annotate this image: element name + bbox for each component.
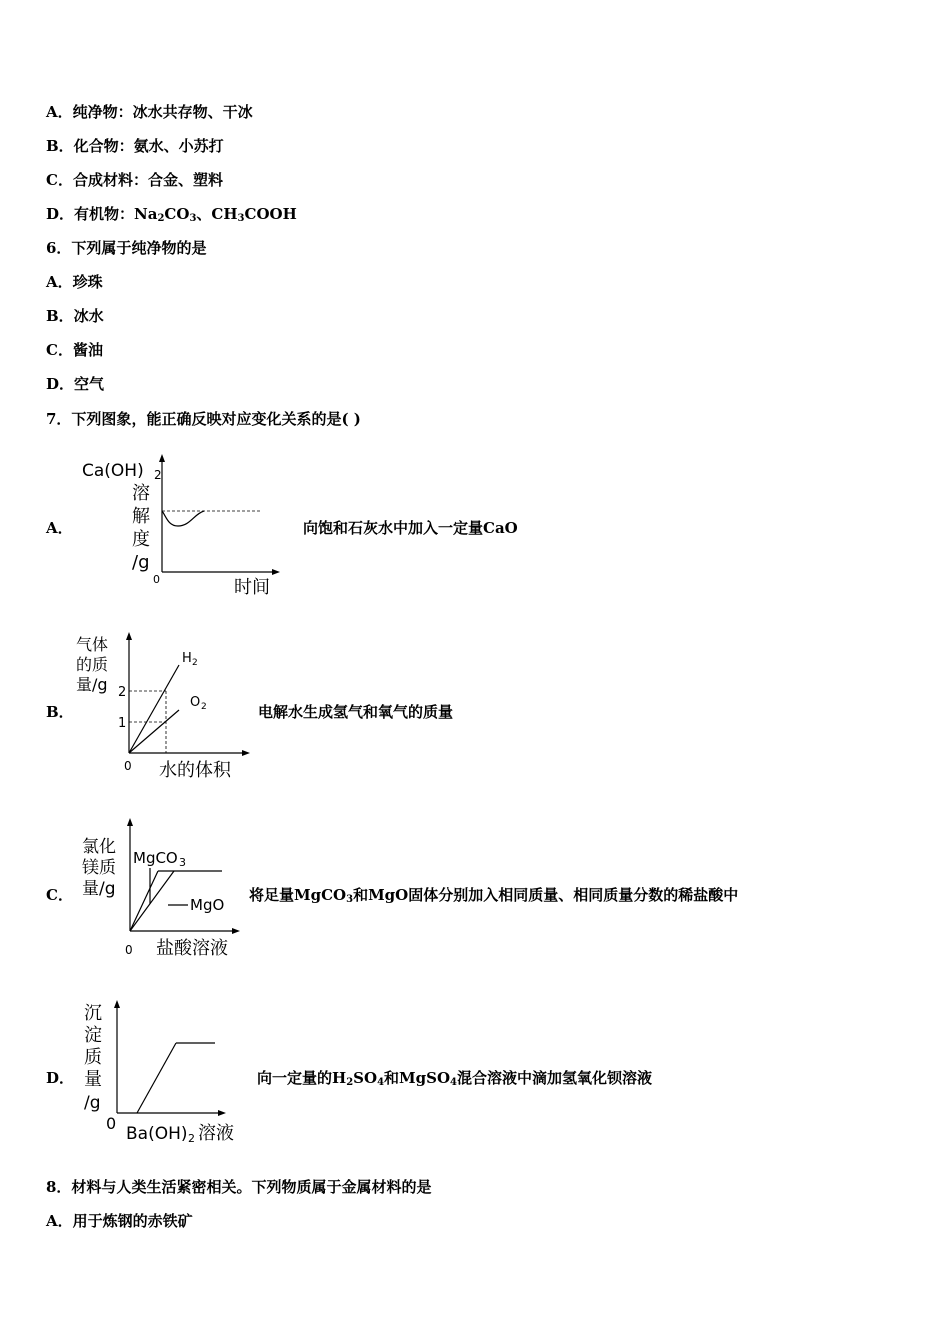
graph-d-ylabel-char: /g	[84, 1093, 101, 1113]
graph-a-y-arrow	[159, 454, 165, 462]
q7-option-c-desc	[249, 885, 738, 910]
graph-b-ylabel-line: 量/g	[76, 675, 108, 694]
graph-a-ylabel-sub: 2	[154, 468, 162, 482]
graph-a-ylabel-char: 度	[132, 529, 150, 550]
q7-option-a-letter: A．	[46, 519, 73, 537]
graph-a-curve	[162, 511, 204, 526]
q5-option-a: A．纯净物：冰水共存物、干冰	[46, 103, 253, 121]
graph-b-origin: 0	[124, 759, 132, 773]
text-fragment: SO	[353, 1069, 378, 1087]
q7-option-b-desc: 电解水生成氢气和氧气的质量	[258, 703, 454, 721]
graph-d-ylabel-char: 淀	[84, 1025, 102, 1046]
q7-graph-c	[80, 816, 250, 962]
graph-c-line-mgo	[130, 871, 174, 931]
subscript: 3	[189, 213, 197, 224]
graph-d-xlabel: Ba(OH)	[126, 1124, 188, 1144]
q7-option-d-letter: D．	[46, 1069, 75, 1087]
q6-option-b: B．冰水	[46, 307, 104, 325]
graph-b-tick-1: 1	[118, 716, 127, 731]
graph-c-xlabel: 盐酸溶液	[156, 938, 228, 959]
q8-option-a: A．用于炼钢的赤铁矿	[46, 1212, 193, 1230]
graph-b-line-h2	[129, 665, 179, 753]
graph-c-mgo-label: MgO	[190, 896, 225, 914]
graph-c-line-mgco3	[130, 871, 158, 931]
graph-b-o2-label: O	[190, 695, 201, 710]
graph-b-ylabel-line: 的质	[76, 655, 109, 674]
graph-a-ylabel-char: /g	[132, 552, 150, 573]
graph-c-ylabel-line: 氯化	[82, 837, 116, 857]
q7-option-d-desc	[257, 1068, 652, 1093]
q7-option-b-letter: B．	[46, 703, 74, 721]
q7-graph-b	[74, 630, 254, 782]
text-fragment: 混合溶液中滴加氢氧化钡溶液	[457, 1069, 653, 1087]
subscript: 3	[346, 894, 354, 905]
q7-option-c-letter: C．	[46, 886, 73, 904]
text-fragment: 和MgO固体分别加入相同质量、相同质量分数的稀盐酸中	[353, 886, 739, 904]
graph-c-mgco3-sub: 3	[179, 856, 186, 869]
graph-c-mgco3-label: MgCO	[133, 849, 178, 867]
subscript: 2	[346, 1077, 354, 1088]
graph-c-origin: 0	[125, 943, 133, 957]
graph-c-y-arrow	[127, 818, 133, 826]
graph-b-ylabel-line: 气体	[76, 635, 109, 654]
text-fragment: CO	[164, 205, 190, 223]
text-fragment: 将足量MgCO	[249, 886, 347, 904]
graph-c-ylabel-line: 镁质	[82, 858, 116, 878]
text-fragment: 向一定量的H	[257, 1069, 347, 1087]
graph-a-x-arrow	[272, 569, 280, 575]
q6-option-c: C．酱油	[46, 341, 103, 359]
text-fragment: 、CH	[196, 205, 238, 223]
q6-stem: 6．下列属于纯净物的是	[46, 239, 207, 257]
graph-d-x-arrow	[218, 1110, 226, 1116]
graph-a-origin: 0	[153, 573, 160, 586]
graph-d-ylabel-char: 量	[84, 1069, 102, 1090]
q5-option-c: C．合成材料：合金、塑料	[46, 171, 223, 189]
subscript: 4	[450, 1077, 457, 1088]
subscript: 2	[157, 213, 165, 224]
graph-a-xlabel: 时间	[234, 577, 270, 598]
q8-stem: 8．材料与人类生活紧密相关。下列物质属于金属材料的是	[46, 1178, 432, 1196]
graph-a-ylabel-top: Ca(OH)	[82, 461, 144, 481]
q5-option-b: B．化合物：氨水、小苏打	[46, 137, 224, 155]
graph-b-xlabel: 水的体积	[159, 760, 231, 781]
graph-d-rising-line	[137, 1043, 176, 1113]
graph-b-h2-label: H	[182, 651, 192, 666]
graph-a-ylabel-char: 溶	[132, 483, 150, 504]
text-fragment: COOH	[244, 205, 297, 223]
graph-b-line-o2	[129, 710, 179, 753]
graph-b-h2-sub: 2	[192, 658, 198, 668]
graph-d-ylabel-char: 质	[84, 1047, 102, 1068]
graph-c-ylabel-line: 量/g	[82, 879, 116, 899]
text-fragment: 和MgSO	[384, 1069, 451, 1087]
subscript: 3	[237, 213, 245, 224]
graph-a-ylabel-char: 解	[132, 506, 150, 527]
q7-graph-d	[80, 998, 255, 1146]
graph-b-tick-2: 2	[118, 685, 127, 700]
graph-b-y-arrow	[126, 632, 132, 640]
q7-option-a-desc: 向饱和石灰水中加入一定量CaO	[303, 519, 518, 537]
graph-d-ylabel-char: 沉	[84, 1003, 102, 1024]
graph-d-y-arrow	[114, 1000, 120, 1008]
text-fragment: D．有机物：Na	[46, 205, 158, 223]
graph-b-o2-sub: 2	[201, 702, 207, 712]
graph-c-x-arrow	[232, 928, 240, 934]
q6-option-d: D．空气	[46, 375, 105, 393]
graph-d-xlabel-post: 溶液	[198, 1123, 234, 1144]
graph-d-origin: 0	[106, 1114, 117, 1133]
q7-graph-a	[80, 452, 290, 602]
q7-stem: 7．下列图象，能正确反映对应变化关系的是( )	[46, 410, 361, 428]
q5-option-d	[46, 204, 297, 229]
subscript: 4	[377, 1077, 385, 1088]
graph-d-xlabel-sub: 2	[188, 1132, 195, 1145]
graph-b-x-arrow	[242, 750, 250, 756]
q6-option-a: A．珍珠	[46, 273, 103, 291]
